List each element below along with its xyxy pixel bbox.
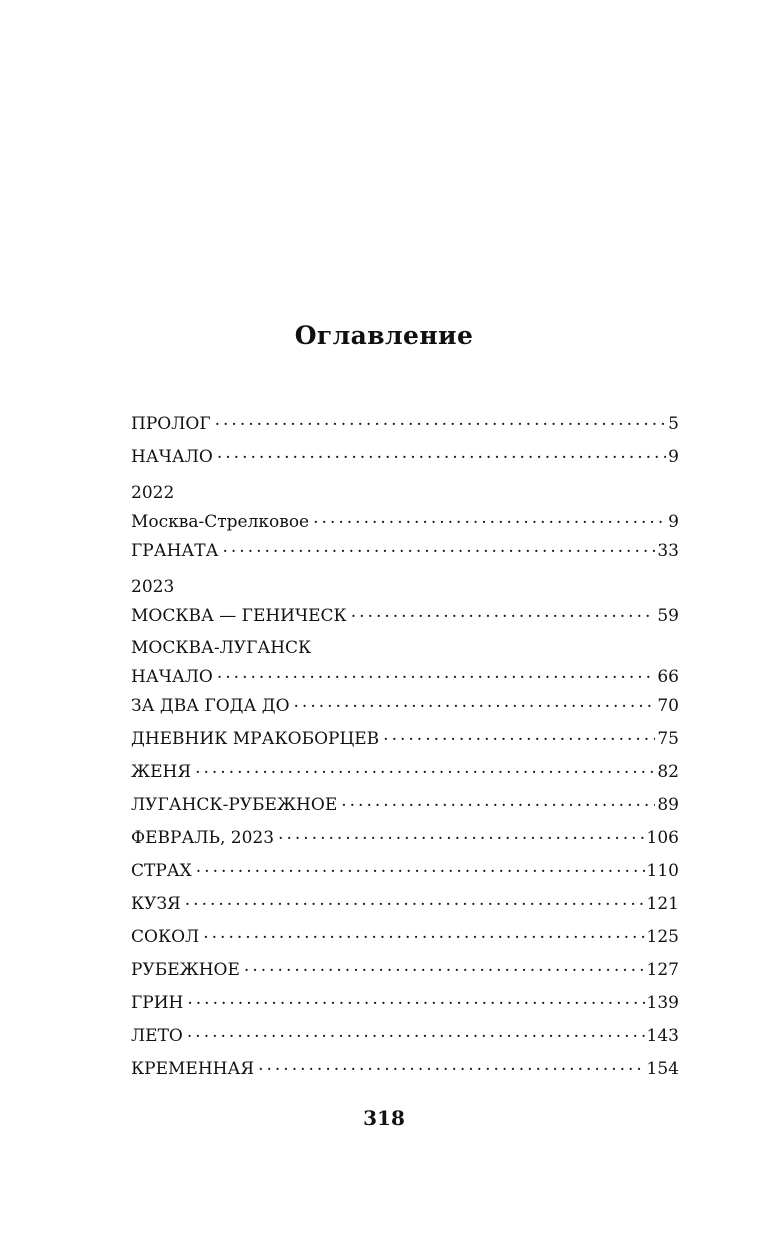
dot-leader: [244, 958, 645, 975]
toc-entry-title: ЗА ДВА ГОДА ДО: [131, 696, 290, 716]
toc-entry-kremennaya[interactable]: [131, 1053, 679, 1086]
toc-entry-rubezhnoe[interactable]: [131, 954, 679, 987]
toc-entry-kuzya[interactable]: [131, 888, 679, 921]
toc-entry-title: ДНЕВНИК МРАКОБОРЦЕВ: [131, 729, 380, 749]
toc-entry-page: 59: [657, 606, 679, 626]
dot-leader: [258, 1057, 644, 1074]
toc-entry-title: СТРАХ: [131, 861, 192, 881]
dot-leader: [313, 510, 666, 527]
toc-entry-title: РУБЕЖНОЕ: [131, 960, 240, 980]
toc-entry-strakh[interactable]: [131, 855, 679, 888]
toc-entry-page: 154: [646, 1059, 679, 1079]
toc-entry-leto[interactable]: [131, 1020, 679, 1053]
toc-entry-moskva-genichesk[interactable]: [131, 603, 679, 629]
toc-entry-page: 127: [646, 960, 679, 980]
dot-leader: [196, 859, 645, 876]
toc-entry-moskva-strelkovoe[interactable]: [131, 509, 679, 535]
toc-entry-grin[interactable]: [131, 987, 679, 1020]
toc-entry-nachalo-2[interactable]: [131, 664, 679, 690]
toc-entry-page: 125: [646, 927, 679, 947]
toc-entry-page: 139: [646, 993, 679, 1013]
dot-leader: [185, 892, 645, 909]
page-number: 318: [363, 1106, 405, 1130]
toc-entry-page: 70: [657, 696, 679, 716]
toc-entry-title: МОСКВА — ГЕНИЧЕСК: [131, 606, 347, 626]
toc-entry-nachalo[interactable]: [131, 441, 679, 474]
toc-section-heading-2023: 2023: [131, 577, 175, 597]
toc-entry-fevral[interactable]: [131, 822, 679, 855]
toc-entry-page: 9: [668, 447, 679, 467]
toc-entry-page: 5: [668, 414, 679, 434]
toc-entry-title: СОКОЛ: [131, 927, 200, 947]
toc-entry-title: ПРОЛОГ: [131, 414, 211, 434]
toc-entry-page: 89: [657, 795, 679, 815]
table-of-contents: [131, 408, 679, 1086]
toc-entry-lugansk-rubezhnoe[interactable]: [131, 789, 679, 822]
dot-leader: [187, 1024, 645, 1041]
toc-section-heading-2022: 2022: [131, 483, 175, 503]
toc-entry-page: 66: [657, 667, 679, 687]
toc-entry-title: НАЧАЛО: [131, 447, 213, 467]
toc-entry-page: 9: [668, 512, 679, 532]
toc-entry-title: НАЧАЛО: [131, 667, 213, 687]
dot-leader: [278, 826, 645, 843]
toc-entry-page: 143: [646, 1026, 679, 1046]
dot-leader: [203, 925, 644, 942]
toc-entry-title: ГРИН: [131, 993, 184, 1013]
toc-section-heading-moskva-lugansk: МОСКВА-ЛУГАНСК: [131, 638, 312, 658]
toc-entry-page: 33: [657, 541, 679, 561]
toc-entry-sokol[interactable]: [131, 921, 679, 954]
toc-entry-page: 106: [646, 828, 679, 848]
toc-entry-page: 110: [646, 861, 679, 881]
dot-leader: [187, 991, 644, 1008]
dot-leader: [217, 665, 656, 682]
toc-entry-title: ЖЕНЯ: [131, 762, 192, 782]
toc-entry-prologue[interactable]: [131, 408, 679, 441]
dot-leader: [195, 760, 655, 777]
toc-entry-title: ЛУГАНСК-РУБЕЖНОЕ: [131, 795, 338, 815]
toc-entry-title: КРЕМЕННАЯ: [131, 1059, 255, 1079]
dot-leader: [341, 793, 655, 810]
page-title: Оглавление: [294, 321, 474, 350]
toc-entry-dnevnik[interactable]: [131, 723, 679, 756]
dot-leader: [383, 727, 655, 744]
toc-entry-page: 75: [657, 729, 679, 749]
toc-entry-title: Москва-Стрелковое: [131, 512, 310, 532]
toc-entry-title: ЛЕТО: [131, 1026, 183, 1046]
toc-entry-title: КУЗЯ: [131, 894, 181, 914]
toc-entry-za-dva-goda-do[interactable]: [131, 690, 679, 723]
dot-leader: [215, 412, 667, 429]
dot-leader: [217, 445, 666, 462]
dot-leader: [294, 694, 656, 711]
toc-entry-page: 121: [646, 894, 679, 914]
dot-leader: [222, 539, 655, 556]
toc-entry-granata[interactable]: [131, 535, 679, 568]
toc-entry-page: 82: [657, 762, 679, 782]
dot-leader: [351, 604, 656, 621]
toc-entry-zhenya[interactable]: [131, 756, 679, 789]
toc-entry-title: ФЕВРАЛЬ, 2023: [131, 828, 275, 848]
toc-entry-title: ГРАНАТА: [131, 541, 219, 561]
